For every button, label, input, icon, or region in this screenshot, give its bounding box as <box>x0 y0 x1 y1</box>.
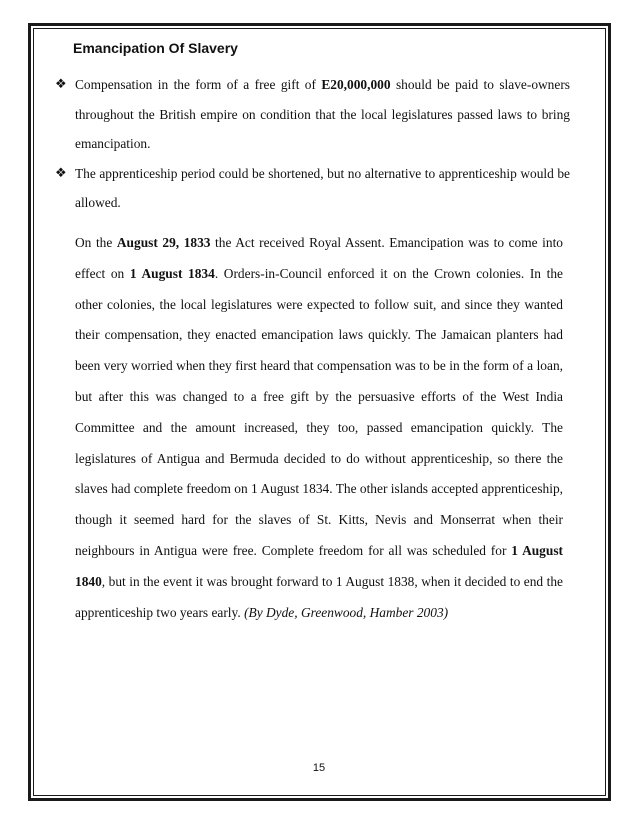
bullet-text: should be paid to slave-owners throughout the British empire on condition that the local legislatures passed laws to bring emancipation. <box>75 77 570 152</box>
bullet-bold-amount: E20,000,000 <box>321 77 391 92</box>
diamond-bullet-icon: ❖ <box>55 165 67 181</box>
page-number: 15 <box>312 762 326 774</box>
paragraph-text: , but in the event it was brought forward to 1 August 1838, when it decided to end the apprenticeship two years early. <box>75 573 563 620</box>
section-heading: Emancipation Of Slavery <box>73 40 238 56</box>
bullet-item-apprenticeship <box>55 159 570 218</box>
bullet-text: The apprenticeship period could be shortened, but no alternative to apprenticeship would be allowed. <box>75 165 570 211</box>
paragraph-text: the Act received Royal Assent. Emancipation was to come into effect on <box>75 235 563 281</box>
paragraph-text: On the <box>75 235 117 250</box>
bullet-list <box>55 70 570 218</box>
bullet-text: Compensation in the form of a free gift of <box>75 77 322 92</box>
diamond-bullet-icon: ❖ <box>55 77 67 92</box>
paragraph-text: . Orders-in-Council enforced it on the Crown colonies. In the other colonies, the local legislatures were expected to follow suit, and since they wanted their compensation, they enacted emancipation laws quickly. The Jamaican planters had been very worried when they first heard that compensation was to be in the form of a loan, but after this was changed to a free gift by the persuasive efforts of the West India Committee and the amount increased, they too, passed emancipation quickly. The legislatures of Antigua and Bermuda decided to do without apprenticeship, so there the slaves had complete freedom on 1 August 1834. The other islands accepted apprenticeship, though it seemed hard for the slaves of St. Kitts, Nevis and Monserrat when their neighbours in Antigua were free. Complete freedom for all was scheduled for <box>75 265 563 558</box>
bullet-item-compensation <box>55 70 570 159</box>
body-paragraph <box>75 228 563 628</box>
citation: (By Dyde, Greenwood, Hamber 2003) <box>244 604 449 620</box>
paragraph-date-bold: 1 August 1840 <box>75 542 563 589</box>
paragraph-date-bold: 1 August 1834 <box>129 265 215 281</box>
paragraph-date-bold: August 29, 1833 <box>116 235 211 250</box>
